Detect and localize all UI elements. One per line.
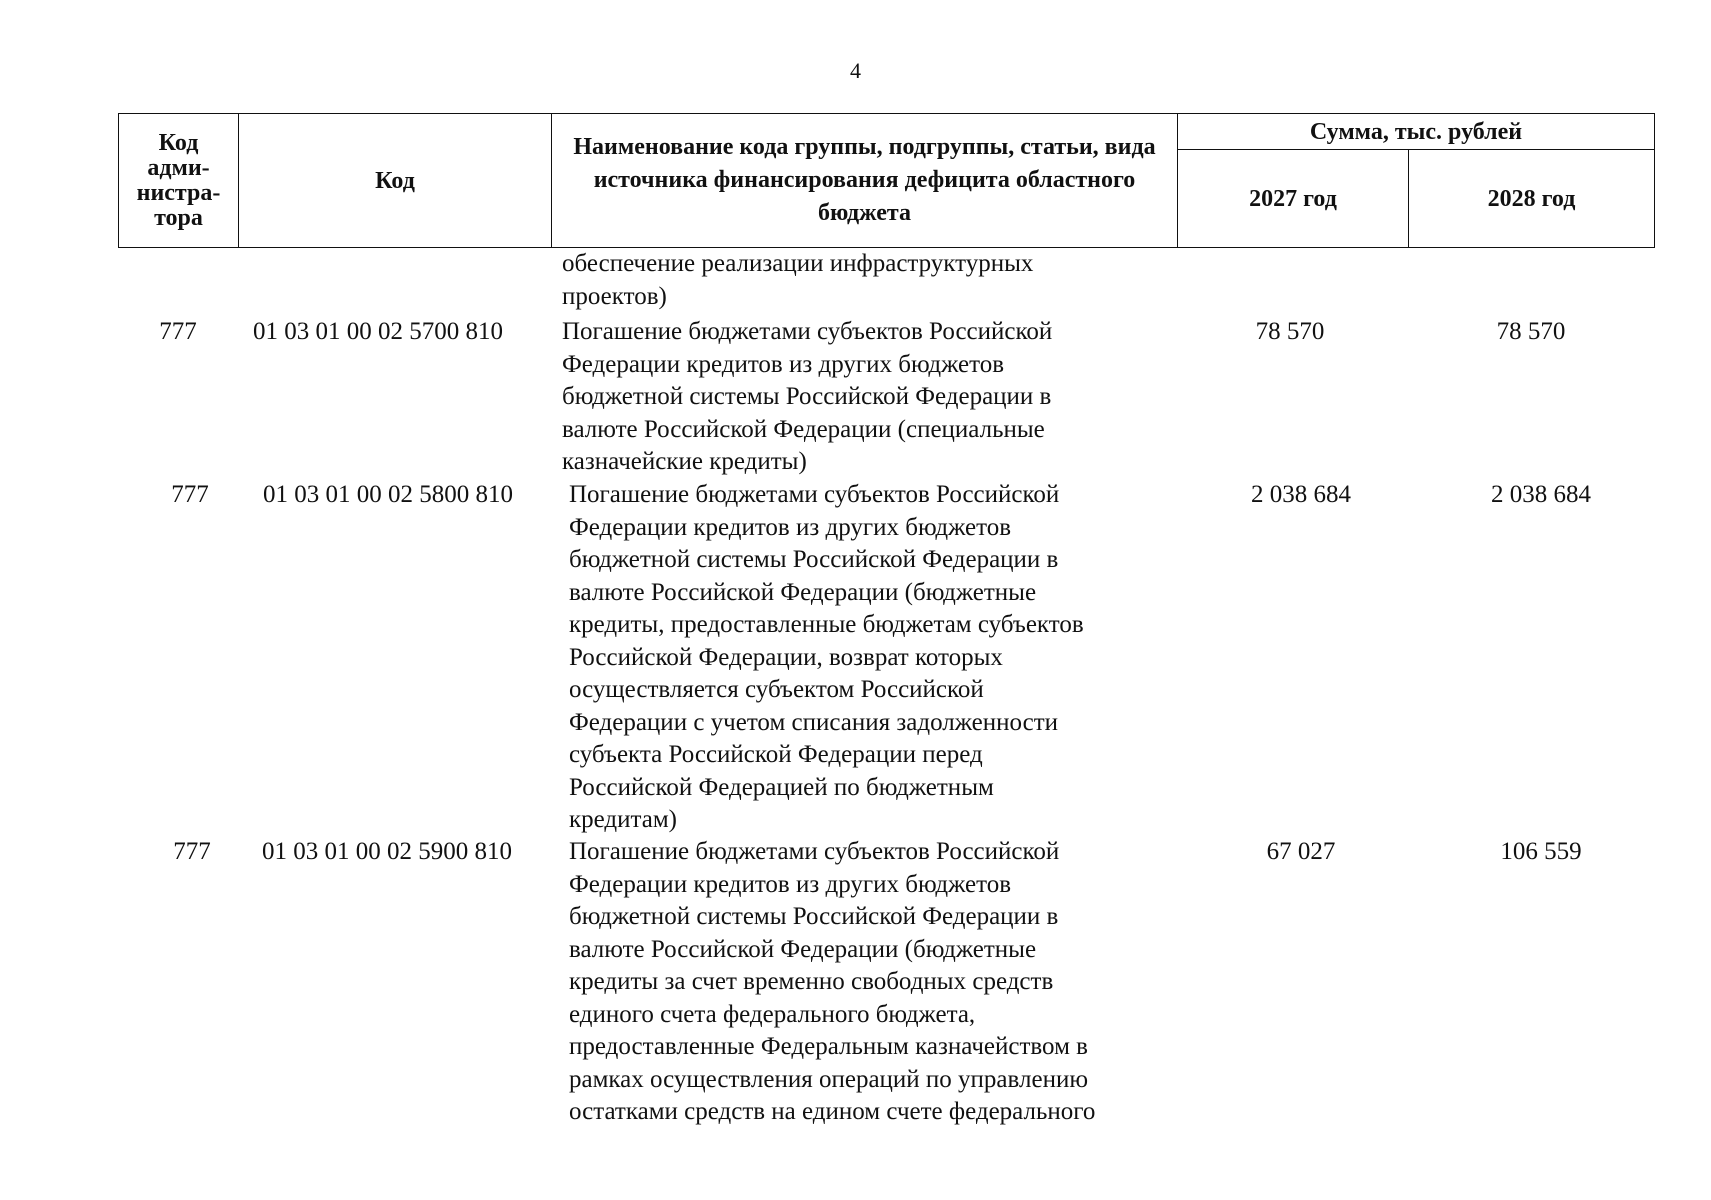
name-cell: Погашение бюджетами субъектов Российской Федерации кредитов из других бюджетов бюджетной системы Российской Федерации в валюте Российской Федерации (бюджетные кредиты за счет временно свободных средств единого счета федерального бюджета, предоставленные Федеральным казначейством в рамках осуществления операций по управлению остатками средств на едином счете федерального bbox=[569, 838, 1096, 1125]
sum-2028-cell: 2 038 684 bbox=[1491, 481, 1591, 508]
admin-code-cell: 777 bbox=[171, 481, 209, 508]
admin-code-cell: 777 bbox=[159, 318, 197, 345]
code-cell: 01 03 01 00 02 5700 810 bbox=[253, 318, 503, 345]
table-header bbox=[118, 113, 1655, 248]
name-cell: Погашение бюджетами субъектов Российской Федерации кредитов из других бюджетов бюджетной системы Российской Федерации в валюте Российской Федерации (бюджетные кредиты, предоставленные бюджетам субъектов Российской Федерации, возврат которых осуществляется субъектом Российской Федерации с учетом списания задолженности субъекта Российской Федерации перед Российской Федерацией по бюджетным кредитам) bbox=[569, 481, 1084, 833]
sum-2027-cell: 67 027 bbox=[1266, 838, 1336, 865]
header-code: Код bbox=[239, 114, 552, 248]
header-name: Наименование кода группы, подгруппы, статьи, вида источника финансирования дефицита областного бюджета bbox=[552, 114, 1178, 248]
header-year-2027: 2027 год bbox=[1178, 150, 1409, 248]
header-year-2028: 2028 год bbox=[1409, 150, 1655, 248]
name-cell: обеспечение реализации инфраструктурных проектов) bbox=[562, 250, 1034, 310]
code-cell: 01 03 01 00 02 5900 810 bbox=[262, 838, 512, 865]
sum-2028-cell: 106 559 bbox=[1500, 838, 1582, 865]
sum-2027-cell: 78 570 bbox=[1255, 318, 1325, 345]
code-cell: 01 03 01 00 02 5800 810 bbox=[263, 481, 513, 508]
name-cell: Погашение бюджетами субъектов Российской Федерации кредитов из других бюджетов бюджетной системы Российской Федерации в валюте Российской Федерации (специальные казначейские кредиты) bbox=[562, 318, 1053, 475]
admin-code-cell: 777 bbox=[173, 838, 211, 865]
sum-2027-cell: 2 038 684 bbox=[1251, 481, 1351, 508]
header-sum: Сумма, тыс. рублей bbox=[1178, 114, 1655, 150]
page-number: 4 bbox=[850, 58, 861, 83]
header-admin-code: Код адми- нистра- тора bbox=[119, 114, 239, 248]
sum-2028-cell: 78 570 bbox=[1496, 318, 1566, 345]
